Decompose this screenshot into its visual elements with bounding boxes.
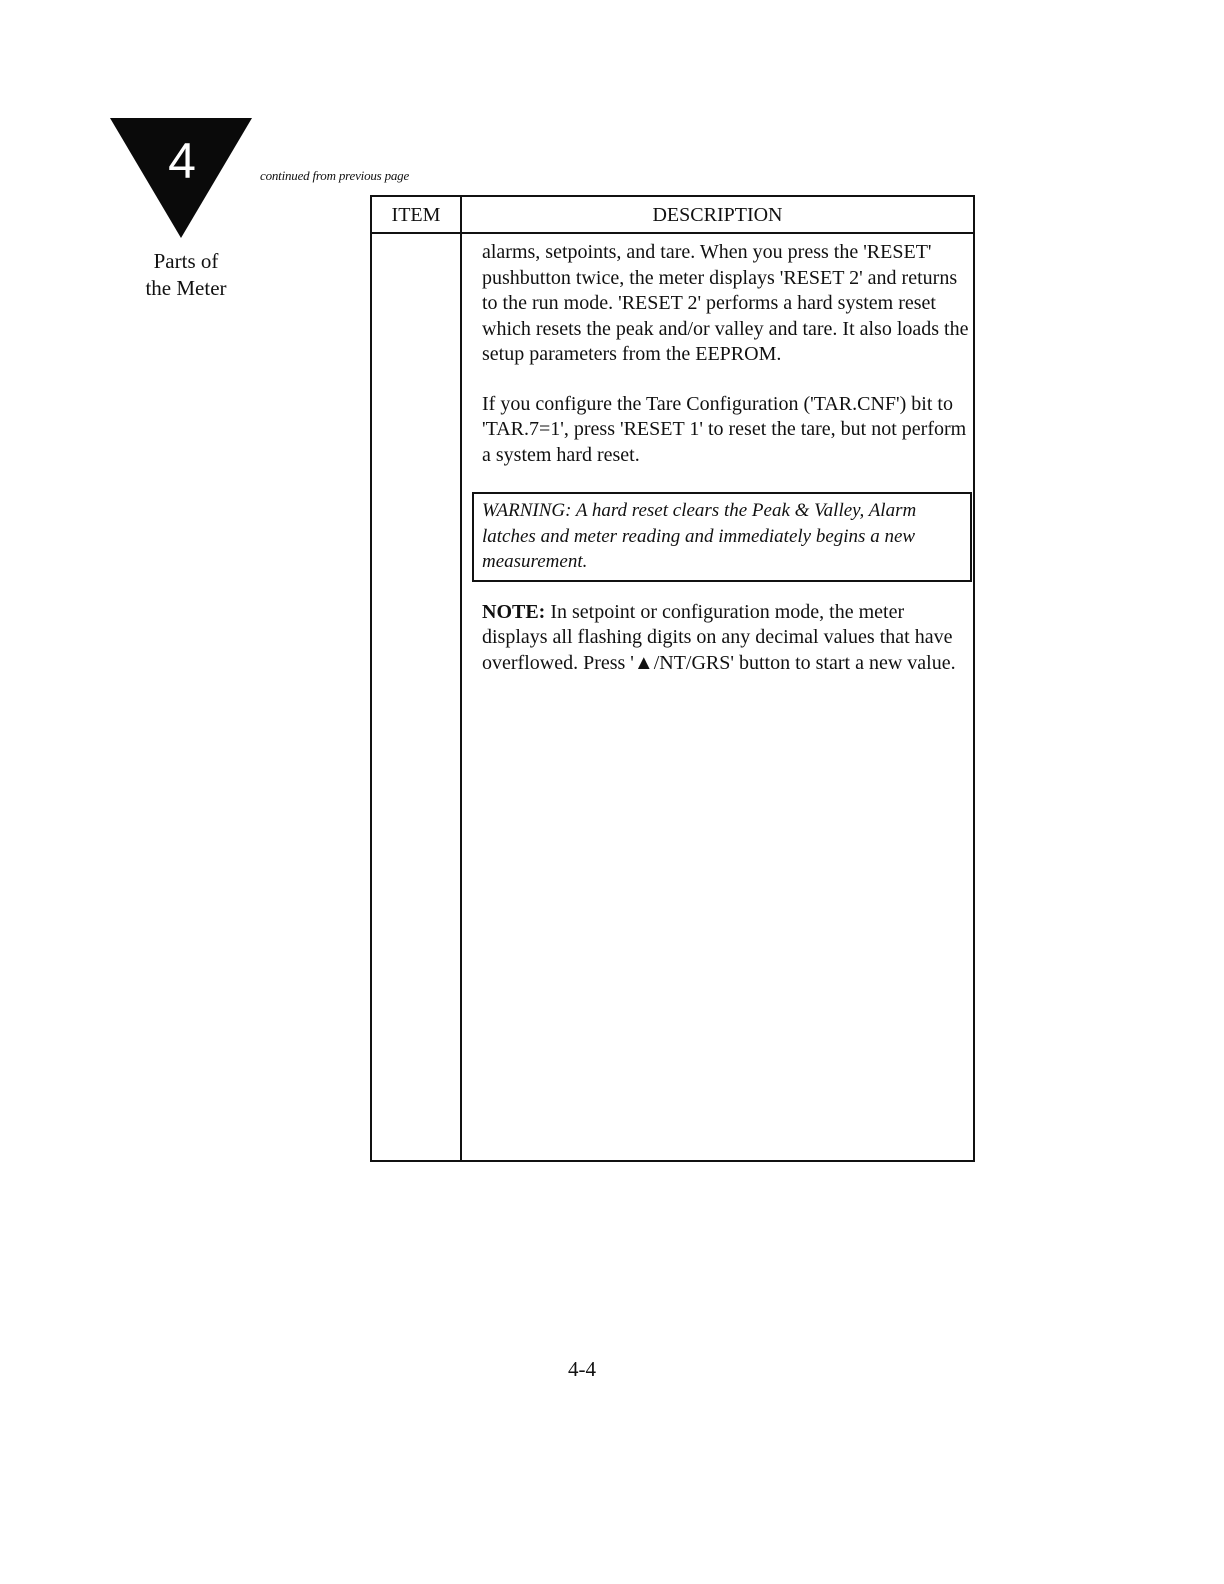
description-cell <box>482 240 972 676</box>
paragraph-reset: alarms, setpoints, and tare. When you press the 'RESET' pushbutton twice, the meter displays 'RESET 2' and returns to the run mode. 'RESET 2' performs a hard system reset which resets the peak and/or valley and tare. It also loads the setup parameters from the EEPROM. <box>482 241 969 365</box>
paragraph-tare-config: If you configure the Tare Configuration ('TAR.CNF') bit to 'TAR.7=1', press 'RESET 1' to reset the tare, but not perform a system hard reset. <box>482 392 967 466</box>
warning-box: WARNING: A hard reset clears the Peak & Valley, Alarm latches and meter reading and immediately begins a new measurement. <box>472 492 972 582</box>
section-title-line1: Parts of <box>153 249 219 273</box>
header-item: ITEM <box>391 204 441 226</box>
continued-note: continued from previous page <box>260 168 410 183</box>
chapter-triangle-icon <box>110 118 252 238</box>
item-description-table <box>370 195 975 1162</box>
section-title <box>120 248 252 302</box>
chapter-marker <box>110 118 252 238</box>
chapter-number: 4 <box>168 133 196 189</box>
note-text: In setpoint or configuration mode, the meter displays all flashing digits on any decimal values that have overflowed. Press '▲/NT/GRS' button to start a new value. <box>482 600 956 674</box>
page-number: 4-4 <box>568 1357 596 1381</box>
note-label: NOTE: <box>482 600 546 623</box>
column-divider <box>460 197 462 1160</box>
note-paragraph <box>482 600 972 677</box>
header-description: DESCRIPTION <box>652 204 783 226</box>
header-rule <box>372 232 973 234</box>
section-title-line2: the Meter <box>145 276 227 300</box>
